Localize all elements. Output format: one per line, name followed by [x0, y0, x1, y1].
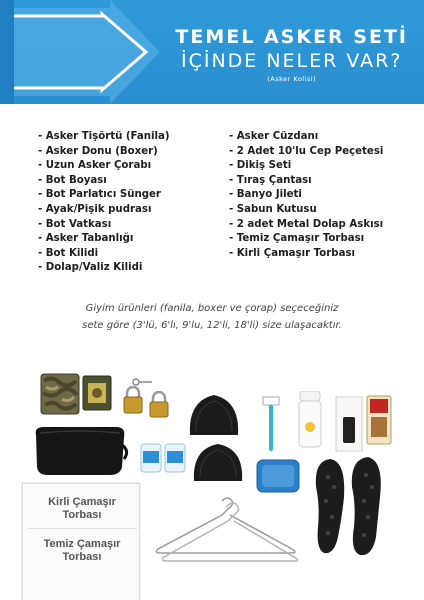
insole-image	[312, 457, 348, 557]
clean-bag-line-1: Temiz Çamaşır	[43, 538, 121, 550]
list-item: - Uzun Asker Çorabı	[38, 160, 152, 172]
clothing-note	[20, 300, 404, 334]
shine-sponge-image	[366, 395, 392, 445]
list-item: - Ayak/Pişik pudrası	[38, 203, 152, 215]
banner-subtitle: (Asker Kolisi)	[267, 75, 317, 83]
sewing-kit-image	[82, 375, 112, 411]
list-item: - Asker Donu (Boxer)	[38, 145, 158, 157]
list-item: - Temiz Çamaşır Torbası	[229, 233, 365, 245]
tissue-pack-image	[140, 443, 162, 473]
soap-box-image	[256, 459, 300, 493]
bag-divider	[27, 528, 137, 529]
banner-question: İÇİNDE NELER VAR?	[180, 50, 403, 72]
list-item: - Dikiş Seti	[229, 160, 292, 172]
list-item: - Asker Cüzdanı	[229, 131, 319, 142]
product-photo	[0, 355, 424, 600]
dirty-bag-line-1: Kirli Çamaşır	[48, 496, 116, 508]
clean-bag-line-2: Torbası	[62, 551, 102, 563]
insole-image	[346, 455, 386, 559]
list-item: - Asker Tabanlığı	[38, 233, 134, 245]
list-item: - Bot Boyası	[38, 174, 107, 186]
padlock-icon	[148, 391, 170, 419]
list-item: - Sabun Kutusu	[229, 203, 317, 215]
tissue-pack-image	[164, 443, 186, 473]
list-item: - Asker Tişörtü (Fanila)	[38, 131, 170, 142]
boot-pad-image	[190, 441, 246, 485]
key-icon	[132, 375, 154, 389]
dirty-laundry-bag-label	[23, 496, 141, 522]
wallet-image	[40, 373, 80, 415]
shaving-bag-image	[30, 425, 130, 477]
dirty-bag-line-2: Torbası	[62, 509, 102, 521]
powder-bottle-image	[298, 391, 322, 449]
list-item: - Bot Kilidi	[38, 247, 99, 259]
boot-pad-image	[186, 391, 242, 439]
list-item: - 2 Adet 10'lu Cep Peçetesi	[229, 145, 384, 157]
clean-laundry-bag-label	[23, 538, 141, 564]
hanger-image	[150, 495, 300, 565]
note-line-1: Giyim ürünleri (fanila, boxer ve çorap) seçeceğiniz	[85, 303, 339, 314]
list-item: - Tıraş Çantası	[229, 174, 312, 186]
padlock-icon	[122, 385, 144, 415]
banner-title: TEMEL ASKER SETİ	[175, 26, 408, 48]
header-banner	[0, 0, 424, 104]
banner-title-block	[175, 26, 408, 83]
list-item: - Bot Parlatıcı Sünger	[38, 189, 161, 201]
razor-image	[262, 395, 280, 455]
list-item: - Bot Vatkası	[38, 218, 112, 230]
item-list-left	[38, 130, 170, 276]
item-list-right	[229, 130, 383, 261]
boot-polish-image	[334, 395, 364, 453]
note-line-2: sete göre (3'lü, 6'lı, 9'lu, 12'li, 18'li) size ulaşacaktır.	[82, 320, 342, 331]
list-item: - Dolap/Valiz Kilidi	[38, 262, 143, 274]
list-item: - Banyo Jileti	[229, 189, 302, 201]
list-item: - Kirli Çamaşır Torbası	[229, 247, 356, 259]
laundry-bags	[22, 483, 140, 600]
list-item: - 2 adet Metal Dolap Askısı	[229, 218, 384, 230]
